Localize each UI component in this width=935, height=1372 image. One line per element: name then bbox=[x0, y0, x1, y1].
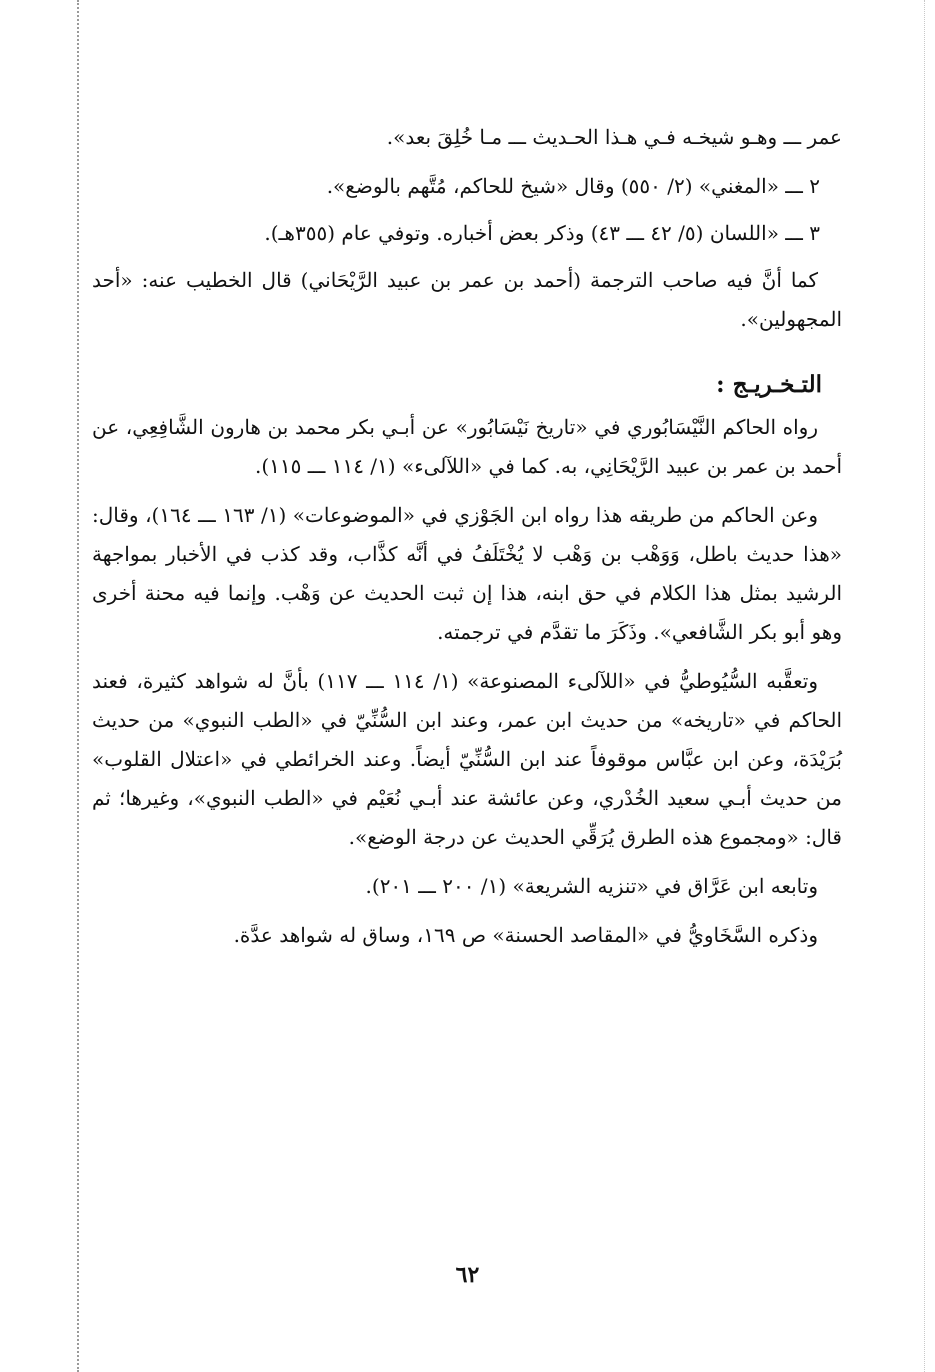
top-paragraph: عمر ـــ وهـو شيخـه فـي هـذا الحـديث ـــ مـا خُلِقَ بعد». bbox=[386, 125, 842, 149]
paragraph-ibn-jawzi: وعن الحاكم من طريقه هذا رواه ابن الجَوْزي في «الموضوعات» (١/ ١٦٣ ـــ ١٦٤)، وقال: «هذا حديث باطل، وَوَهْب بن وَهْب لا يُخْتَلَفُ في أنَّه كذَّاب، وقد كذب في الأخبار بمواجهة الرشيد بمثل هذا الكلام في حق ابنه، هذا إن ثبت الحديث عن وَهْب. وإنما فيه محنة أخرى وهو أبو بكر الشَّافعي». وذَكَرَ ما تقدَّم في ترجمته. bbox=[92, 503, 842, 644]
page-body bbox=[92, 118, 842, 965]
reference-2: ٢ ـــ «المغني» (٢/ ٥٥٠) وقال «شيخ للحاكم، مُتَّهم بالوضع». bbox=[326, 174, 820, 198]
paragraph-ibn-arraq: وتابعه ابن عَرَّاق في «تنزيه الشريعة» (١/ ٢٠٠ ـــ ٢٠١). bbox=[365, 874, 818, 898]
paragraph-sakhawi: وذكره السَّخَاويُّ في «المقاصد الحسنة» ص ١٦٩، وساق له شواهد عدَّة. bbox=[233, 923, 818, 947]
paragraph-translator-note: كما أنَّ فيه صاحب الترجمة (أحمد بن عمر بن عبيد الرَّيْحَاني) قال الخطيب عنه: «أحد المجهولين». bbox=[92, 268, 842, 331]
page-edge-right-line bbox=[924, 0, 925, 1372]
paragraph-hakim: رواه الحاكم النَّيْسَابُوري في «تاريخ نَيْسَابُور» عن أبـي بكر محمد بن هارون الشَّافِعِي، عن أحمد بن عمر بن عبيد الرَّيْحَانِي، به. كما في «اللآلىء» (١/ ١١٤ ـــ ١١٥). bbox=[92, 415, 842, 478]
page-edge-dotted-line bbox=[77, 0, 79, 1372]
paragraph-suyuti: وتعقَّبه السُّيُوطيُّ في «اللآلىء المصنوعة» (١/ ١١٤ ـــ ١١٧) بأنَّ له شواهد كثيرة، فعند الحاكم في «تاريخه» من حديث ابن عمر، وعند ابن السُّنِّيّ في «الطب النبوي» من حديث بُرَيْدَة، وعن ابن عبَّاس موقوفاً عند ابن السُّنِّيّ أيضاً. وعند الخرائطي في «اعتلال القلوب» من حديث أبـي سعيد الخُدْري، وعن عائشة عند أبـي نُعَيْم في «الطب النبوي»، وغيرها؛ ثم قال: «ومجموع هذه الطرق يُرَقِّي الحديث عن درجة الوضع». bbox=[92, 669, 842, 849]
reference-3: ٣ ـــ «اللسان (٥/ ٤٢ ـــ ٤٣) وذكر بعض أخباره. وتوفي عام (٣٥٥هـ). bbox=[264, 221, 820, 245]
section-heading-takhrij: التـخـريـج : bbox=[716, 371, 822, 398]
page-number: ٦٢ bbox=[455, 1262, 480, 1288]
